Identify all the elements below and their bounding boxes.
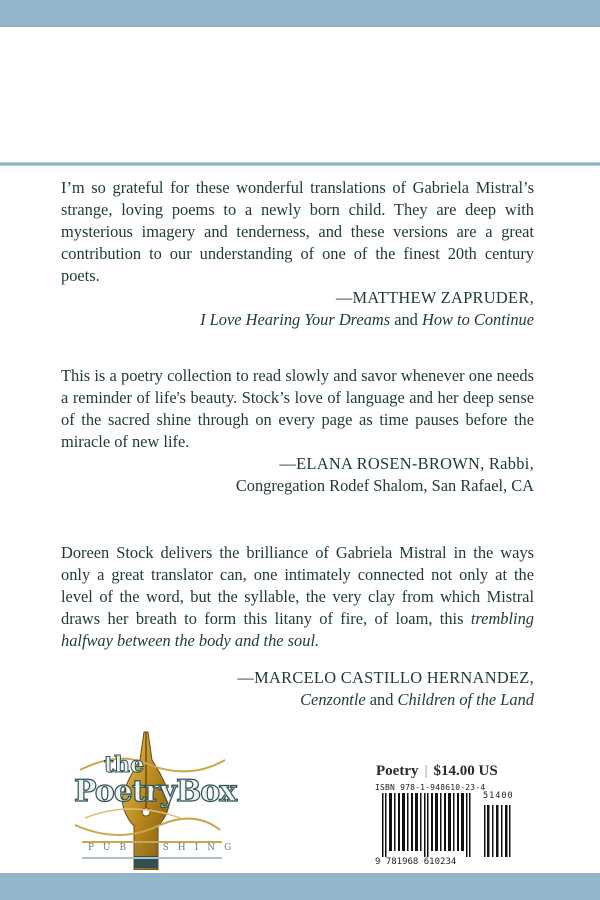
attribution-works [200,309,534,331]
divider-rule [0,162,600,166]
blurb-3-italic-quote: trembling halfway between the body and the soul. [61,609,534,650]
blurb-3-attribution [237,667,534,711]
bottom-color-band [0,873,600,900]
attribution-name: —ELANA ROSEN-BROWN, Rabbi, [279,454,534,473]
separator: | [424,763,428,779]
poetry-box-publishing-logo [60,730,241,870]
category-label: Poetry [376,763,419,779]
attribution-works [237,689,534,711]
work-title: Children of the Land [397,690,534,709]
attribution-affiliation: Congregation Rodef Shalom, San Rafael, CA [235,476,534,495]
conjunction: and [390,310,422,329]
work-title: Cenzontle [300,690,366,709]
blurb-2-text: This is a poetry collection to read slowly and savor whenever one needs a reminder of life's beauty. Stock’s love of language and her deep sense of the sacred shine through on every page as time pauses before the miracle of new life. [61,366,534,451]
addon-price-code: 51400 [483,791,514,801]
blurb-3-plain: Doreen Stock delivers the brilliance of Gabriela Mistral in the ways only a great translator can, one intimately connected not only at the level of the word, but the syllable, the very clay from which Mistral draws her breath to form this litany of fire, of loam, this [61,543,534,628]
logo-publishing: PUBLISHING [88,843,241,853]
work-title: I Love Hearing Your Dreams [200,310,391,329]
conjunction: and [365,690,398,709]
blurb-1-attribution [200,287,534,331]
blurb-3-text [61,542,534,652]
logo-poetrybox: PoetryBox [74,774,237,809]
logo-the: the [104,752,145,778]
price-line [376,763,498,780]
top-color-band [0,0,600,27]
price-label: $14.00 US [433,763,498,779]
ean-digits: 9 781968 610234 [375,857,457,867]
blurb-2-attribution [236,453,534,497]
barcode-bars-icon [380,793,512,859]
isbn-label: ISBN 978-1-948610-23-4 [375,783,486,792]
blurb-1-text: I’m so grateful for these wonderful translations of Gabriela Mistral’s strange, loving poems to a newly born child. They are deep with mysterious imagery and tenderness, and these versions are a great contribution to our understanding of one of the finest 20th century poets. [61,178,534,285]
work-title: How to Continue [421,310,534,329]
attribution-name: —MARCELO CASTILLO HERNANDEZ, [237,668,534,687]
attribution-name: —MATTHEW ZAPRUDER, [335,288,534,307]
isbn-barcode-block [372,763,516,869]
